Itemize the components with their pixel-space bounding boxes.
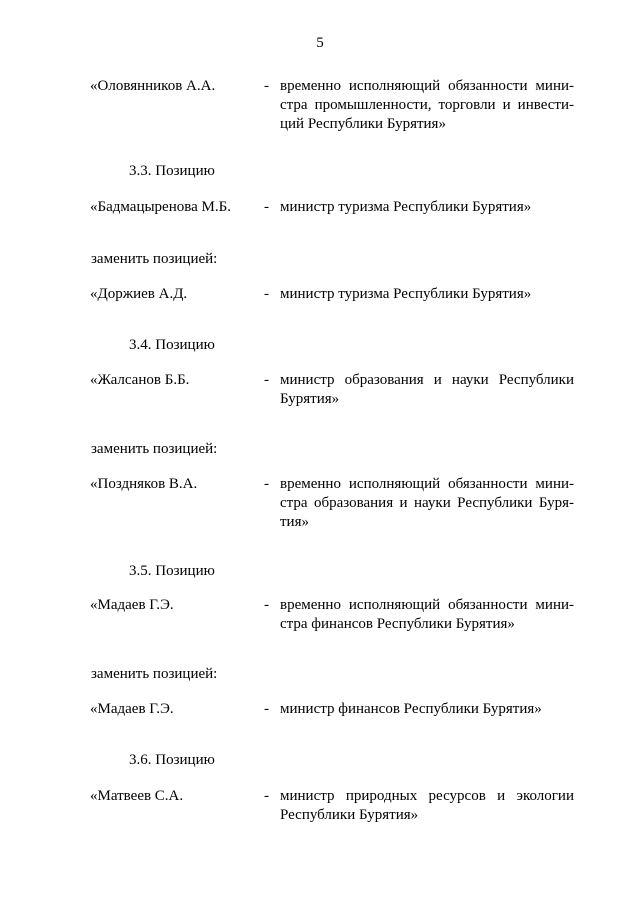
description-line: временно исполняющий обязанности мини- <box>280 78 574 94</box>
position-description <box>280 787 574 825</box>
description-line: министр туризма Республики Бурятия» <box>280 286 532 302</box>
person-name: «Оловянников А.А. <box>90 78 216 94</box>
section-heading-3-4: 3.4. Позицию <box>129 337 215 353</box>
dash-separator: - <box>264 78 269 94</box>
dash-separator: - <box>264 701 269 717</box>
description-line: министр финансов Республики Бурятия» <box>280 701 542 717</box>
person-name: «Доржиев А.Д. <box>90 286 188 302</box>
person-name: «Поздняков В.А. <box>90 476 198 492</box>
dash-separator: - <box>264 372 269 388</box>
dash-separator: - <box>264 286 269 302</box>
dash-separator: - <box>264 788 269 804</box>
description-line: временно исполняющий обязанности мини- <box>280 476 574 492</box>
person-name: «Матвеев С.А. <box>90 788 184 804</box>
person-name: «Бадмацыренова М.Б. <box>90 199 231 215</box>
description-line: министр природных ресурсов и экологии <box>280 788 574 804</box>
section-heading-3-3: 3.3. Позицию <box>129 163 215 179</box>
replace-instruction: заменить позицией: <box>91 251 218 267</box>
position-description <box>280 285 574 304</box>
description-line: министр туризма Республики Бурятия» <box>280 199 532 215</box>
description-line: Бурятия» <box>280 391 340 407</box>
description-line: министр образования и науки Республики <box>280 372 574 388</box>
dash-separator: - <box>264 597 269 613</box>
section-heading-3-5: 3.5. Позицию <box>129 563 215 579</box>
description-line: ций Республики Бурятия» <box>280 116 446 132</box>
position-description <box>280 371 574 409</box>
position-description <box>280 700 574 719</box>
replace-instruction: заменить позицией: <box>91 441 218 457</box>
position-description <box>280 77 574 134</box>
dash-separator: - <box>264 199 269 215</box>
description-line: Республики Бурятия» <box>280 807 419 823</box>
replace-instruction: заменить позицией: <box>91 666 218 682</box>
person-name: «Жалсанов Б.Б. <box>90 372 190 388</box>
description-line: временно исполняющий обязанности мини- <box>280 597 574 613</box>
description-line: стра промышленности, торговли и инвести- <box>280 97 574 113</box>
page-number: 5 <box>316 35 324 51</box>
person-name: «Мадаев Г.Э. <box>90 701 174 717</box>
description-line: стра образования и науки Республики Буря- <box>280 495 574 511</box>
position-description <box>280 596 574 634</box>
dash-separator: - <box>264 476 269 492</box>
position-description <box>280 198 574 217</box>
person-name: «Мадаев Г.Э. <box>90 597 174 613</box>
position-description <box>280 475 574 532</box>
description-line: тия» <box>280 514 309 530</box>
description-line: стра финансов Республики Бурятия» <box>280 616 515 632</box>
section-heading-3-6: 3.6. Позицию <box>129 752 215 768</box>
